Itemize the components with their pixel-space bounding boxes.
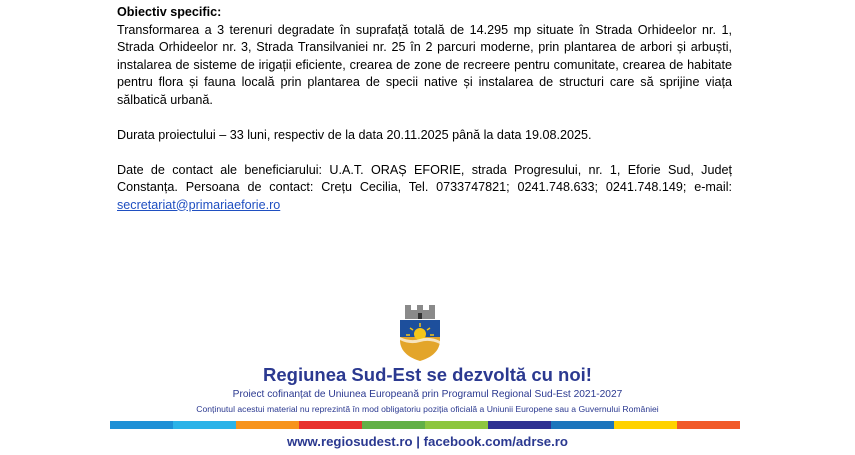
color-bar-segment bbox=[488, 421, 551, 429]
footer-slogan: Regiunea Sud-Est se dezvoltă cu noi! bbox=[263, 364, 592, 385]
footer-link-separator: | bbox=[416, 434, 420, 449]
contact-text bbox=[117, 162, 732, 215]
contact-details: Date de contact ale beneficiarului: U.A.T. ORAȘ EFORIE, strada Progresului, nr. 1, Eforie Sud, Județ Constanța. Persoana de contact: Crețu Cecilia, Tel. 0733747821; 0241.748.633; 0241.748.149; e-mail: bbox=[117, 162, 732, 194]
document-body bbox=[117, 4, 732, 214]
footer-links bbox=[0, 434, 855, 449]
objective-heading: Obiectiv specific: bbox=[117, 5, 222, 19]
color-bar-segment bbox=[299, 421, 362, 429]
color-bar-segment bbox=[236, 421, 299, 429]
website-link[interactable]: www.regiosudest.ro bbox=[287, 434, 413, 449]
color-bar-segment bbox=[173, 421, 236, 429]
facebook-link[interactable]: facebook.com/adrse.ro bbox=[423, 434, 568, 449]
footer-disclaimer: Conținutul acestui material nu reprezintă în mod obligatoriu poziția oficială a Uniunii Europene sau a Guvernului României bbox=[196, 404, 659, 414]
color-bar-segment bbox=[425, 421, 488, 429]
contact-email-link[interactable]: secretariat@primariaeforie.ro bbox=[117, 197, 281, 212]
duration-text: Durata proiectului – 33 luni, respectiv de la data 20.11.2025 până la data 19.08.2025. bbox=[117, 127, 592, 142]
color-bar-segment bbox=[677, 421, 740, 429]
footer-color-bar bbox=[110, 421, 740, 429]
color-bar-segment bbox=[362, 421, 425, 429]
city-coat-of-arms-icon bbox=[397, 304, 443, 362]
color-bar-segment bbox=[110, 421, 173, 429]
color-bar-segment bbox=[614, 421, 677, 429]
color-bar-segment bbox=[551, 421, 614, 429]
footer-cofinance-text: Proiect cofinanțat de Uniunea Europeană prin Programul Regional Sud-Est 2021-2027 bbox=[232, 389, 623, 400]
objective-text: Transformarea a 3 terenuri degradate în suprafață totală de 14.295 mp situate în Strada Orhideelor nr. 1, Strada Orhideelor nr. 3, Strada Transilvaniei nr. 25 în 2 parcuri moderne, prin plantarea de arbori și arbuști, instalarea de sisteme de irigații eficiente, crearea de zone de recreere pentru comunitate, crearea de habitate pentru flora și fauna locală prin plantarea de specii native și instalarea de structuri care să sprijine viața sălbatică urbană. bbox=[117, 22, 732, 107]
